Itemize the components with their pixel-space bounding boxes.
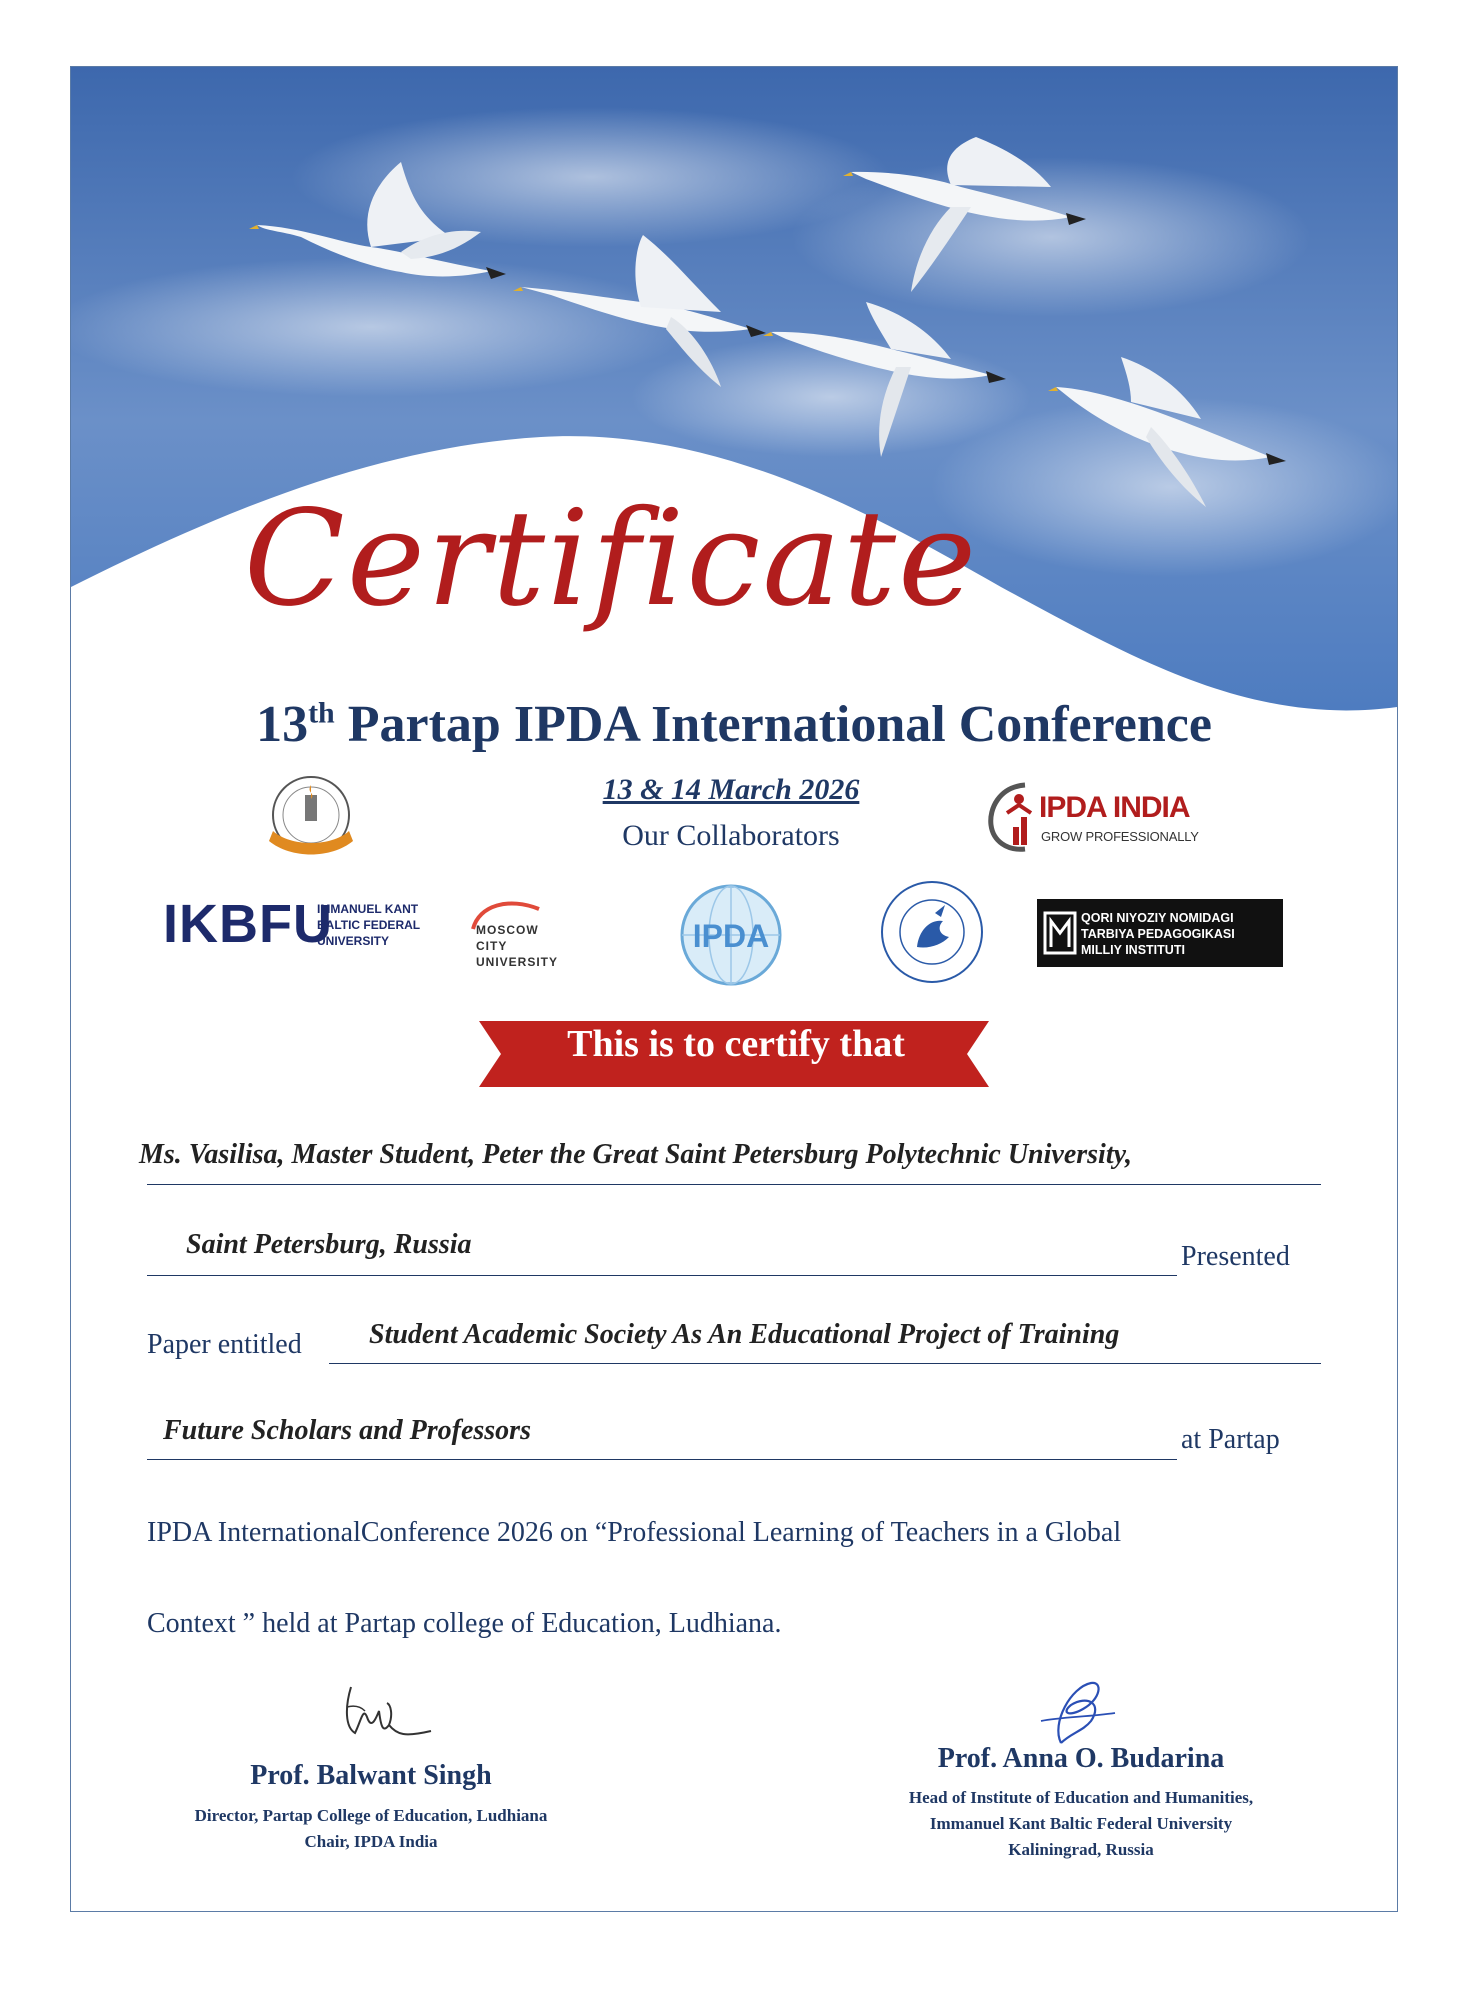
conference-dates: 13 & 14 March 2026 bbox=[602, 773, 860, 806]
collaborators-label: Our Collaborators bbox=[622, 819, 840, 852]
qori-line-1: QORI NIYOZIY NOMIDAGI bbox=[1081, 911, 1234, 925]
recipient-line-2-underline bbox=[147, 1275, 1177, 1276]
signatory-1-role bbox=[131, 1803, 611, 1855]
qori-niyoziy-logo-text bbox=[1081, 910, 1235, 958]
qori-line-2: TARBIYA PEDAGOGIKASI bbox=[1081, 927, 1235, 941]
conference-description-line-2: Context ” held at Partap college of Education, Ludhiana. bbox=[147, 1608, 782, 1639]
ipda-globe-text: IPDA bbox=[692, 918, 770, 954]
paper-title-line-2: Future Scholars and Professors bbox=[163, 1415, 531, 1446]
paper-title-line-2-underline bbox=[147, 1459, 1177, 1460]
signatory-2-role-line-3: Kaliningrad, Russia bbox=[1008, 1840, 1154, 1859]
ikbfu-line-3: UNIVERSITY bbox=[317, 934, 390, 948]
signatory-2-role-line-2: Immanuel Kant Baltic Federal University bbox=[929, 1814, 1233, 1833]
kazan-federal-university-seal-logo bbox=[879, 879, 985, 985]
ikbfu-logo-mark: IKBFU bbox=[163, 894, 333, 954]
mcu-line-3: UNIVERSITY bbox=[476, 955, 559, 969]
paper-title-line-1-underline bbox=[329, 1363, 1321, 1364]
anna-budarina-signature bbox=[1031, 1673, 1121, 1753]
certify-banner-text: This is to certify that bbox=[567, 1023, 905, 1065]
mcu-line-2: CITY bbox=[476, 939, 508, 953]
sky-header-image bbox=[71, 67, 1397, 787]
paper-title-line-1: Student Academic Society As An Educational Project of Training bbox=[369, 1319, 1120, 1350]
recipient-line-1-underline bbox=[147, 1184, 1321, 1185]
conference-title-rest: Partap IPDA International Conference bbox=[334, 696, 1212, 753]
signatory-2-role bbox=[851, 1785, 1311, 1863]
ipda-india-logo-name: IPDA INDIA bbox=[1039, 791, 1190, 824]
signatory-2-name: Prof. Anna O. Budarina bbox=[937, 1743, 1225, 1774]
ikbfu-logo-text bbox=[317, 901, 420, 949]
conference-number: 13 bbox=[256, 696, 309, 753]
qori-niyoziy-emblem-icon bbox=[1043, 907, 1077, 959]
recipient-name-affiliation: Ms. Vasilisa, Master Student, Peter the Great Saint Petersburg Polytechnic University, bbox=[139, 1139, 1133, 1170]
conference-title bbox=[71, 695, 1397, 754]
ikbfu-line-1: IMMANUEL KANT bbox=[317, 902, 419, 916]
signatory-1-name: Prof. Balwant Singh bbox=[250, 1760, 492, 1791]
ipda-globe-logo bbox=[679, 883, 783, 987]
ipda-india-logo-tagline: GROW PROFESSIONALLY bbox=[1041, 829, 1199, 844]
presented-text: Presented bbox=[1181, 1241, 1290, 1272]
certificate-frame bbox=[70, 66, 1398, 1912]
conference-ordinal-suffix: th bbox=[308, 696, 335, 730]
signatory-1-role-line-1: Director, Partap College of Education, Ludhiana bbox=[194, 1806, 548, 1825]
at-partap-text: at Partap bbox=[1181, 1424, 1280, 1455]
partap-college-seal-logo bbox=[261, 767, 361, 867]
signatory-1-role-line-2: Chair, IPDA India bbox=[304, 1832, 438, 1851]
paper-entitled-label: Paper entitled bbox=[147, 1329, 302, 1360]
certificate-heading: Certificate bbox=[243, 482, 979, 636]
conference-description-line-1: IPDA InternationalConference 2026 on “Professional Learning of Teachers in a Global bbox=[147, 1517, 1122, 1548]
qori-line-3: MILLIY INSTITUTI bbox=[1081, 943, 1185, 957]
mcu-line-1: MOSCOW bbox=[476, 923, 539, 937]
recipient-location: Saint Petersburg, Russia bbox=[186, 1229, 472, 1260]
balwant-singh-signature bbox=[331, 1677, 441, 1755]
signatory-2-role-line-1: Head of Institute of Education and Humanities, bbox=[908, 1788, 1254, 1807]
moscow-city-university-text bbox=[476, 922, 558, 970]
ipda-india-swoosh-logo bbox=[985, 779, 1043, 855]
ikbfu-line-2: BALTIC FEDERAL bbox=[317, 918, 421, 932]
